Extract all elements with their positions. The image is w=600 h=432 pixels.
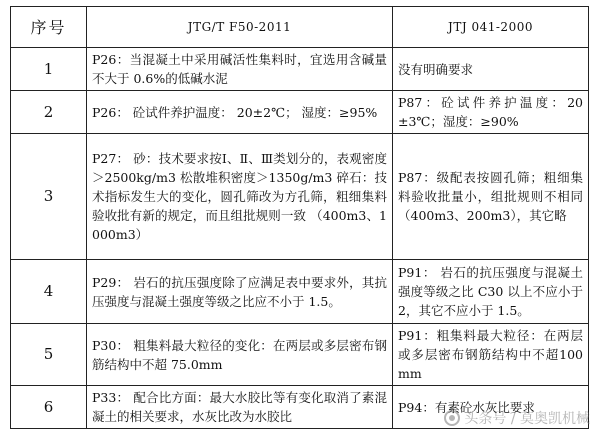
row-index: 5 [11,324,87,386]
cell-standard-a [87,386,393,429]
cell-standard-a [87,134,393,260]
header-row [11,7,589,48]
table-row [11,260,589,324]
row-index: 3 [11,134,87,260]
cell-text: 没有明确要求 [398,61,474,77]
row-index: 2 [11,91,87,134]
cell-text: P87：砼试件养护温度：20±3℃；湿度：≥90% [398,95,583,129]
cell-standard-b [393,91,589,134]
cell-text: P94：有素砼水灰比要求 [398,399,535,415]
header-index: 序号 [11,7,87,48]
cell-standard-b [393,134,589,260]
cell-text: P29： 岩石的抗压强度除了应满足表中要求外，其抗压强度与混凝土强度等级之比应不小于 1.5。 [92,274,387,309]
cell-text: P26：当混凝土中采用碱活性集料时，宜选用含碱量不大于 0.6%的低碱水泥 [92,52,387,86]
table-row [11,91,589,134]
row-index: 1 [11,48,87,91]
watermark-text: 头条号 / 莫奥凯机械 [464,411,590,427]
cell-text: P87：级配表按圆孔筛；粗细集料验收批量小，组批规则不相同（400m3、200m3），其它略 [398,170,583,223]
watermark [444,408,590,428]
cell-standard-a [87,91,393,134]
row-index: 6 [11,386,87,429]
table-row [11,324,589,386]
comparison-table [10,6,589,429]
cell-standard-a [87,324,393,386]
cell-text: P30： 粗集料最大粒径的变化：在两层或多层密布钢筋结构中不超 75.0mm [92,337,387,372]
table-row [11,134,589,260]
row-index: 4 [11,260,87,324]
cell-standard-b [393,260,589,324]
cell-text: P91：粗集料最大粒径：在两层或多层密布钢筋结构中不超100mm [398,328,583,381]
header-standard-b: JTJ 041-2000 [393,7,589,48]
cell-text: P33： 配合比方面：最大水胶比等有变化取消了素混凝土的相关要求，水灰比改为水胶比 [92,390,387,424]
cell-text: P26： 砼试件养护温度： 20±2℃； 湿度：≥95% [92,104,378,120]
header-standard-a: JTG/T F50-2011 [87,7,393,48]
cell-text: P27： 砂：技术要求按Ⅰ、Ⅱ、Ⅲ类划分的，表观密度＞2500kg/m3 松散堆积密度＞1350g/m3 碎石：技术指标发生大的变化，圆孔筛改为方孔筛，粗细集料验收批有新的规定，而且组批规则一致 （400m3、1000m3） [92,151,387,242]
table-row [11,48,589,91]
cell-standard-a [87,260,393,324]
toutiao-logo-icon [444,410,460,426]
cell-text: P91： 岩石的抗压强度与混凝土强度等级之比 C30 以上不应小于 2，其它不应小于 1.5。 [398,265,583,318]
cell-standard-b [393,48,589,91]
cell-standard-a [87,48,393,91]
cell-standard-b [393,324,589,386]
